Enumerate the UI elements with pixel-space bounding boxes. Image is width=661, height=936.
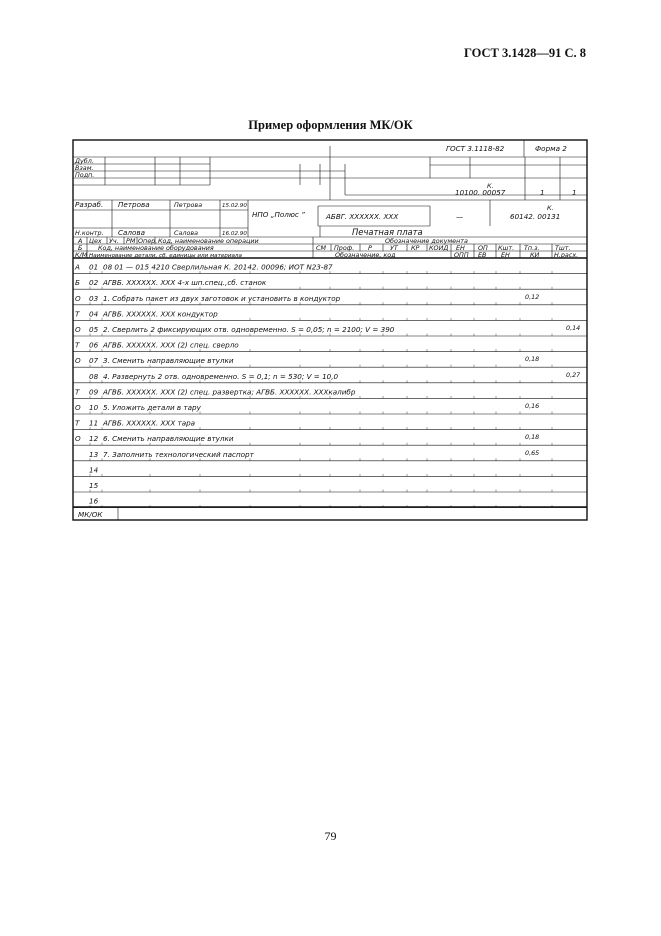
- col-koid: КОИД: [429, 244, 449, 252]
- nkontr-signature: Салова: [174, 229, 199, 237]
- row-code: О: [75, 293, 81, 303]
- row-number: 09: [89, 387, 99, 397]
- row-text: 08 01 — 015 4210 Сверлильная К. 20142. 00096; ИОТ N23-87: [103, 262, 333, 272]
- row-number: 12: [89, 434, 99, 444]
- row-code: Б: [75, 278, 80, 288]
- col-tpz: Тп.з.: [524, 244, 540, 252]
- col-ksht: Кшт.: [498, 244, 515, 252]
- row-number: 03: [89, 293, 99, 303]
- organization: НПО „Полюс ”: [252, 210, 305, 219]
- row-time-value: 0,18: [525, 433, 540, 442]
- row-text: 7. Заполнить технологический паспорт: [103, 449, 254, 459]
- col-sm: СМ: [316, 244, 326, 252]
- row-number: 10: [89, 403, 99, 412]
- row-time-value: 0,65: [525, 448, 540, 457]
- row-number: 07: [89, 356, 99, 366]
- col-a-label: А: [78, 237, 83, 245]
- row-time-value: 0,18: [525, 355, 540, 364]
- row-number: 01: [89, 262, 99, 272]
- row-text: АГВБ. ХХХХХХ. ХХХ кондуктор: [103, 309, 218, 319]
- row-text: АГВБ. ХХХХХХ. ХХХ (2) спец. развертка; АГВБ. ХХХХХХ. ХХХкалибр: [103, 387, 356, 397]
- row-time-value: 0,12: [525, 292, 540, 301]
- razrab-date: 15.02.90: [222, 203, 247, 209]
- razrab-signature: Петрова: [174, 201, 203, 209]
- part-designation: АБВГ. ХХХХХХ. ХХХ: [326, 212, 399, 221]
- sheets-total: 1: [540, 188, 545, 197]
- col-km-label: К/М: [75, 251, 88, 259]
- page-title: Пример оформления МК/ОК: [248, 118, 413, 132]
- row-number: 08: [89, 371, 99, 381]
- row-code: О: [75, 325, 81, 334]
- col-ut: УТ: [390, 244, 398, 252]
- page-number: 79: [324, 829, 337, 843]
- form-name: Форма 2: [535, 144, 567, 153]
- row-code: О: [75, 434, 81, 444]
- part-name: Печатная плата: [352, 227, 423, 237]
- k-mark: К.: [487, 182, 494, 190]
- doc-code: 10100. 00057: [455, 188, 506, 197]
- row-code: О: [75, 356, 81, 366]
- row-text: АГВБ. ХХХХХХ. ХХХ (2) спец. сверло: [103, 340, 239, 350]
- row-text: 4. Развернуть 2 отв. одновременно. S = 0,1; n = 530; V = 10,0: [103, 371, 339, 381]
- row-number: 11: [89, 418, 99, 428]
- row-time-value: 0,27: [566, 370, 581, 379]
- col-b-label: Б: [78, 244, 83, 252]
- sheet-number: 1: [572, 188, 577, 197]
- row-number: 02: [89, 278, 99, 288]
- row-text: 6. Сменить направляющие втулки: [103, 434, 234, 444]
- col-en: ЕН: [456, 244, 465, 252]
- nkontr-label: Н.контр.: [75, 229, 104, 237]
- col-kr: КР: [411, 244, 420, 252]
- col-code: Обозначение, код: [335, 251, 396, 259]
- row-number: 05: [89, 325, 99, 334]
- row-number: 14: [89, 465, 99, 475]
- row-time-value: 0,14: [566, 324, 581, 332]
- row-code: Т: [75, 309, 80, 319]
- col-ev: ЕВ: [478, 251, 487, 259]
- left-label-podp: Подп.: [75, 171, 95, 179]
- col-ceh: Цех: [89, 237, 102, 245]
- col-equipment: Код, наименование оборудования: [98, 244, 214, 252]
- col-prof: Проф.: [334, 244, 355, 252]
- col-nrash: Н.расх.: [554, 251, 579, 259]
- row-text: АГВБ. ХХХХХХ. ХХХ 4-х шп.спец.,сб. станок: [103, 278, 267, 288]
- form-standard: ГОСТ 3.1118-82: [446, 144, 505, 153]
- col-en2: ЕН: [501, 251, 510, 259]
- row-time-value: 0,16: [525, 402, 540, 410]
- row-code: О: [75, 403, 81, 412]
- row-text: 3. Сменить направляющие втулки: [103, 356, 234, 366]
- part-code-k: К.: [547, 204, 554, 212]
- row-text: 1. Собрать пакет из двух заготовок и установить в кондуктор: [103, 293, 341, 303]
- razrab-name: Петрова: [118, 200, 150, 209]
- col-rm: РМ: [126, 237, 136, 245]
- part-code: 60142. 00131: [510, 212, 561, 221]
- row-text: АГВБ. ХХХХХХ. ХХХ тара: [103, 418, 196, 428]
- row-number: 06: [89, 340, 99, 350]
- row-number: 04: [89, 309, 99, 319]
- page-header: ГОСТ 3.1428—91 С. 8: [463, 46, 586, 60]
- row-number: 13: [89, 449, 99, 459]
- left-label-vzam: Взам.: [75, 164, 94, 172]
- row-code: Т: [75, 387, 80, 397]
- nkontr-name: Салова: [118, 228, 146, 237]
- row-number: 15: [89, 481, 99, 490]
- col-tsht: Тшт.: [555, 244, 571, 252]
- row-number: 16: [89, 496, 99, 506]
- row-text: 5. Уложить детали в тару: [103, 403, 201, 412]
- col-uch: Уч.: [109, 237, 119, 245]
- footer-label: МК/ОК: [78, 510, 103, 519]
- left-label-dubl: Дубл.: [75, 157, 94, 165]
- col-opp: ОПП: [454, 251, 469, 259]
- col-material: Наименование детали, сб. единицы или материала: [89, 253, 242, 259]
- col-op: ОП: [478, 244, 488, 252]
- col-r: Р: [368, 244, 372, 252]
- col-operation: Код, наименование операции: [158, 237, 259, 245]
- row-code: А: [75, 262, 80, 272]
- designation-dash: —: [456, 212, 464, 221]
- col-ki: КИ: [530, 251, 540, 259]
- col-oper: Опер.: [138, 237, 158, 245]
- col-doc: Обозначение документа: [385, 237, 468, 245]
- razrab-label: Разраб.: [75, 200, 104, 209]
- row-text: 2. Сверлить 2 фиксирующих отв. одновременно. S = 0,05; n = 2100; V = 390: [103, 325, 395, 334]
- row-code: Т: [75, 340, 80, 350]
- row-code: Т: [75, 418, 80, 428]
- operation-rows: [73, 263, 587, 508]
- nkontr-date: 16.02.90: [222, 231, 247, 237]
